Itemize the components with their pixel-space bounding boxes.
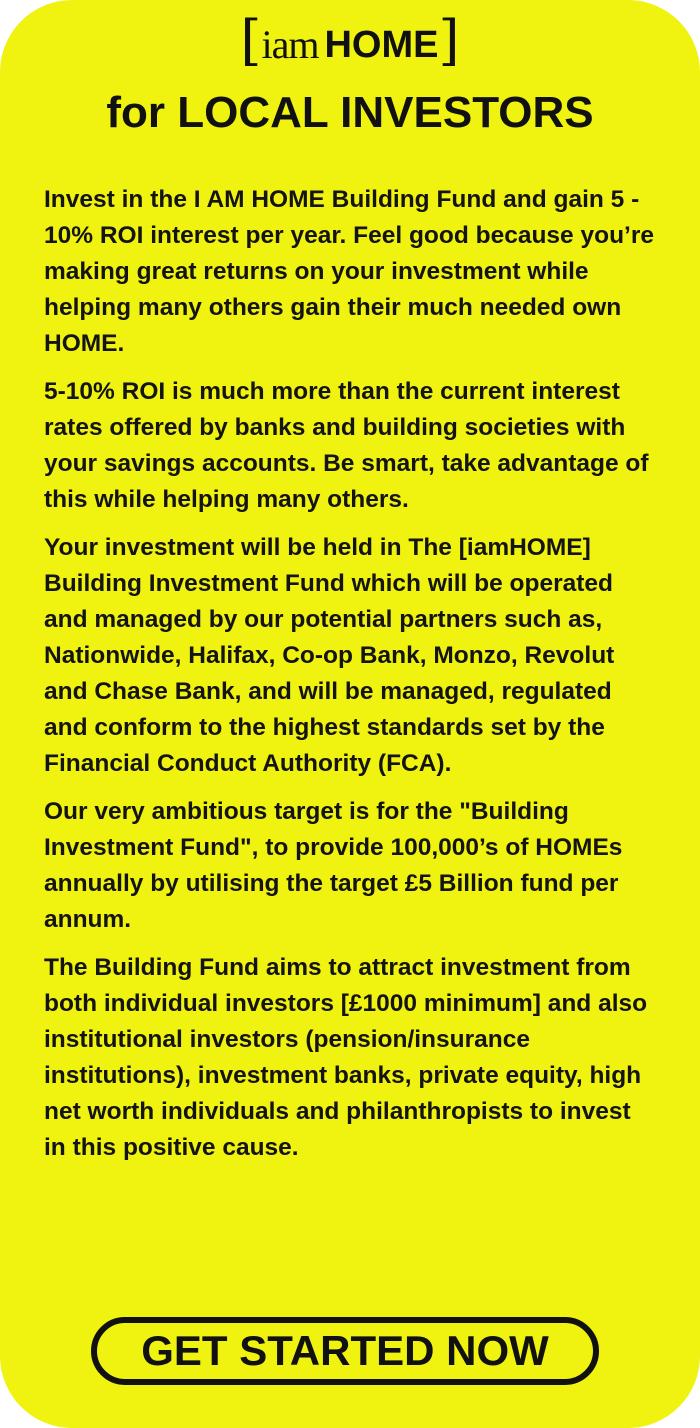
title-main: LOCAL INVESTORS (177, 88, 594, 137)
logo-iam-text: iam (261, 22, 319, 67)
logo-bracket-close: ] (438, 9, 460, 72)
title-prefix: for (106, 88, 165, 137)
get-started-button[interactable]: GET STARTED NOW (91, 1317, 599, 1385)
paragraph-fund-management: Your investment will be held in The [iamHOME] Building Investment Fund which will be operated and managed by our potential partners such as, Nationwide, Halifax, Co-op Bank, Monzo, Revolut and Chase Bank, and will be managed, regulated and conform to the highest standards set by the Financial Conduct Authority (FCA). (44, 534, 615, 777)
logo-bracket-open: [ (240, 9, 262, 72)
logo-home-text: HOME (324, 24, 439, 66)
paragraph-investors: The Building Fund aims to attract investment from both individual investors [£1000 minimum] and also institutional investors (pension/insurance institutions), investment banks, private equity, high net worth individuals and philanthropists to invest in this positive cause. (44, 954, 648, 1161)
paragraph-target: Our very ambitious target is for the "Building Investment Fund", to provide 100,000’s of HOMEs annually by utilising the target £5 Billion fund per annum. (44, 798, 623, 933)
paragraph-roi: 5-10% ROI is much more than the current interest rates offered by banks and building societies with your savings accounts. Be smart, take advantage of this while helping many others. (44, 378, 649, 513)
iamhome-logo (0, 9, 700, 72)
page-title (0, 88, 700, 138)
paragraph-invest: Invest in the I AM HOME Building Fund and gain 5 - 10% ROI interest per year. Feel good because you’re making great returns on your investment while helping many others gain their much needed own HOME. (44, 186, 655, 357)
body-text (44, 182, 656, 1178)
